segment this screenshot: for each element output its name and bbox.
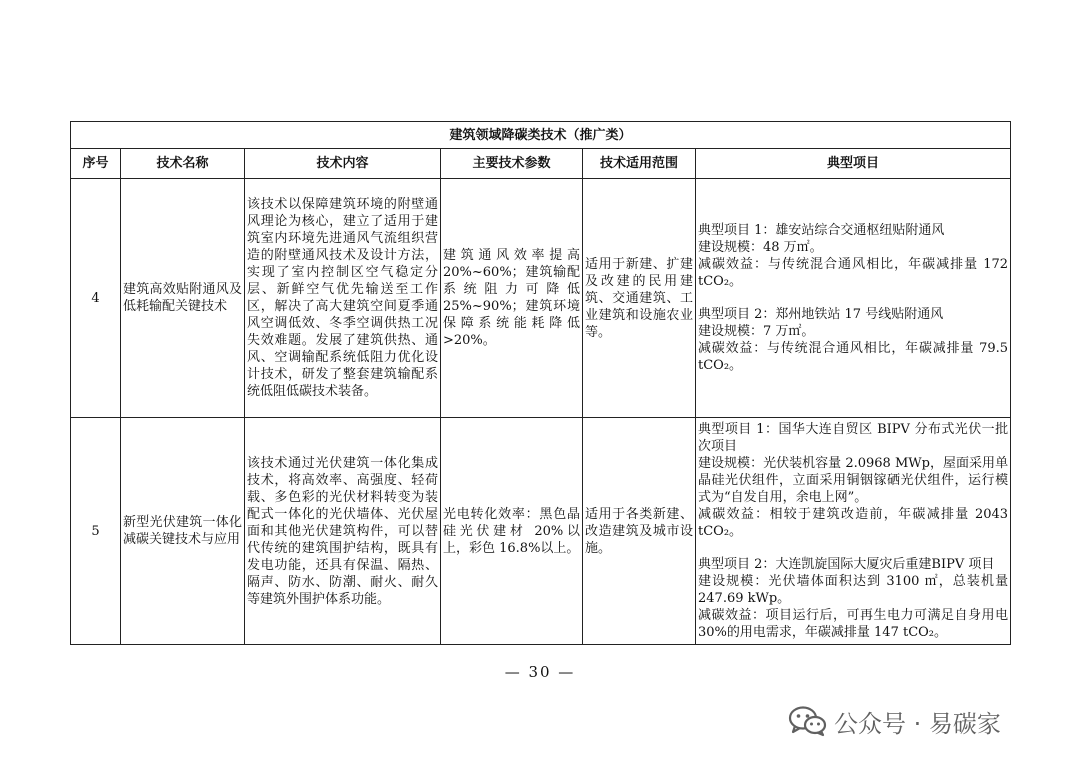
header-name: 技术名称 <box>121 149 245 179</box>
header-content: 技术内容 <box>245 149 441 179</box>
project-benefit: 减碳效益：与传统混合通风相比，年碳减排量 172 tCO₂。 <box>698 257 1009 289</box>
project-title: 典型项目 1：雄安站综合交通枢纽贴附通风 <box>698 223 945 238</box>
technology-name: 新型光伏建筑一体化减碳关键技术与应用 <box>121 418 245 645</box>
project-title: 典型项目 1：国华大连自贸区 BIPV 分布式光伏一批次项目 <box>698 422 1009 454</box>
watermark <box>788 704 1001 738</box>
project-title: 典型项目 2：大连凯旋国际大厦灾后重建BIPV 项目 <box>698 557 995 572</box>
table-title-row <box>71 122 1011 149</box>
technology-content: 该技术以保障建筑环境的附壁通风理论为核心，建立了适用于建筑室内环境先进通风气流组织营造的附壁通风技术及设计方法，实现了室内控制区空气稳定分层、新鲜空气优先输送至工作区，解决了高大建筑空间夏季通风空调低效、冬季空调供热工况失效难题。发展了建筑供热、通风、空调输配系统低阻力优化设计技术，研发了整套建筑输配系统低阻低碳技术装备。 <box>245 179 441 418</box>
header-projects: 典型项目 <box>696 149 1011 179</box>
table-header-row <box>71 149 1011 179</box>
typical-projects <box>696 418 1011 645</box>
row-number: 4 <box>71 179 121 418</box>
technology-name: 建筑高效贴附通风及低耗输配关键技术 <box>121 179 245 418</box>
technology-content: 该技术通过光伏建筑一体化集成技术，将高效率、高强度、轻荷载、多色彩的光伏材料转变为装配式一体化的光伏墙体、光伏屋面和其他光伏建筑构件，可以替代传统的建筑围护结构，既具有发电功能，还具有保温、隔热、隔声、防水、防潮、耐火、耐久等建筑外围护体系功能。 <box>245 418 441 645</box>
technology-scope: 适用于各类新建、改造建筑及城市设施。 <box>583 418 696 645</box>
technology-table <box>70 121 1011 645</box>
header-no: 序号 <box>71 149 121 179</box>
project-scale: 建设规模：光伏装机容量 2.0968 MWp，屋面采用单晶硅光伏组件，立面采用铜铟镓硒光伏组件，运行模式为“自发自用，余电上网”。 <box>698 456 1009 505</box>
technology-params: 建筑通风效率提高20%~60%；建筑输配系统阻力可降低25%~90%；建筑环境保障系统能耗降低>20%。 <box>441 179 583 418</box>
header-scope: 技术适用范围 <box>583 149 696 179</box>
technology-scope: 适用于新建、扩建及改建的民用建筑、交通建筑、工业建筑和设施农业等。 <box>583 179 696 418</box>
table-row <box>71 418 1011 645</box>
project-benefit: 减碳效益：与传统混合通风相比，年碳减排量 79.5 tCO₂。 <box>698 341 1009 373</box>
typical-projects <box>696 179 1011 418</box>
watermark-text: 公众号 · 易碳家 <box>834 709 1001 738</box>
project-title: 典型项目 2：郑州地铁站 17 号线贴附通风 <box>698 307 944 322</box>
technology-params: 光电转化效率：黑色晶硅光伏建材 20%以上，彩色 16.8%以上。 <box>441 418 583 645</box>
project-scale: 建设规模：48 万㎡。 <box>698 240 823 255</box>
project-benefit: 减碳效益：项目运行后，可再生电力可满足自身用电 30%的用电需求，年碳减排量 147 tCO₂。 <box>698 608 1009 640</box>
table-title: 建筑领域降碳类技术（推广类） <box>71 122 1011 149</box>
row-number: 5 <box>71 418 121 645</box>
header-params: 主要技术参数 <box>441 149 583 179</box>
project-scale: 建设规模：光伏墙体面积达到 3100 ㎡，总装机量 247.69 kWp。 <box>698 574 1009 606</box>
page-number: — 30 — <box>504 663 576 681</box>
project-scale: 建设规模：7 万㎡。 <box>698 324 815 339</box>
project-benefit: 减碳效益：相较于建筑改造前，年碳减排量 2043 tCO₂。 <box>698 507 1009 539</box>
wechat-icon <box>788 705 828 737</box>
table-row <box>71 179 1011 418</box>
